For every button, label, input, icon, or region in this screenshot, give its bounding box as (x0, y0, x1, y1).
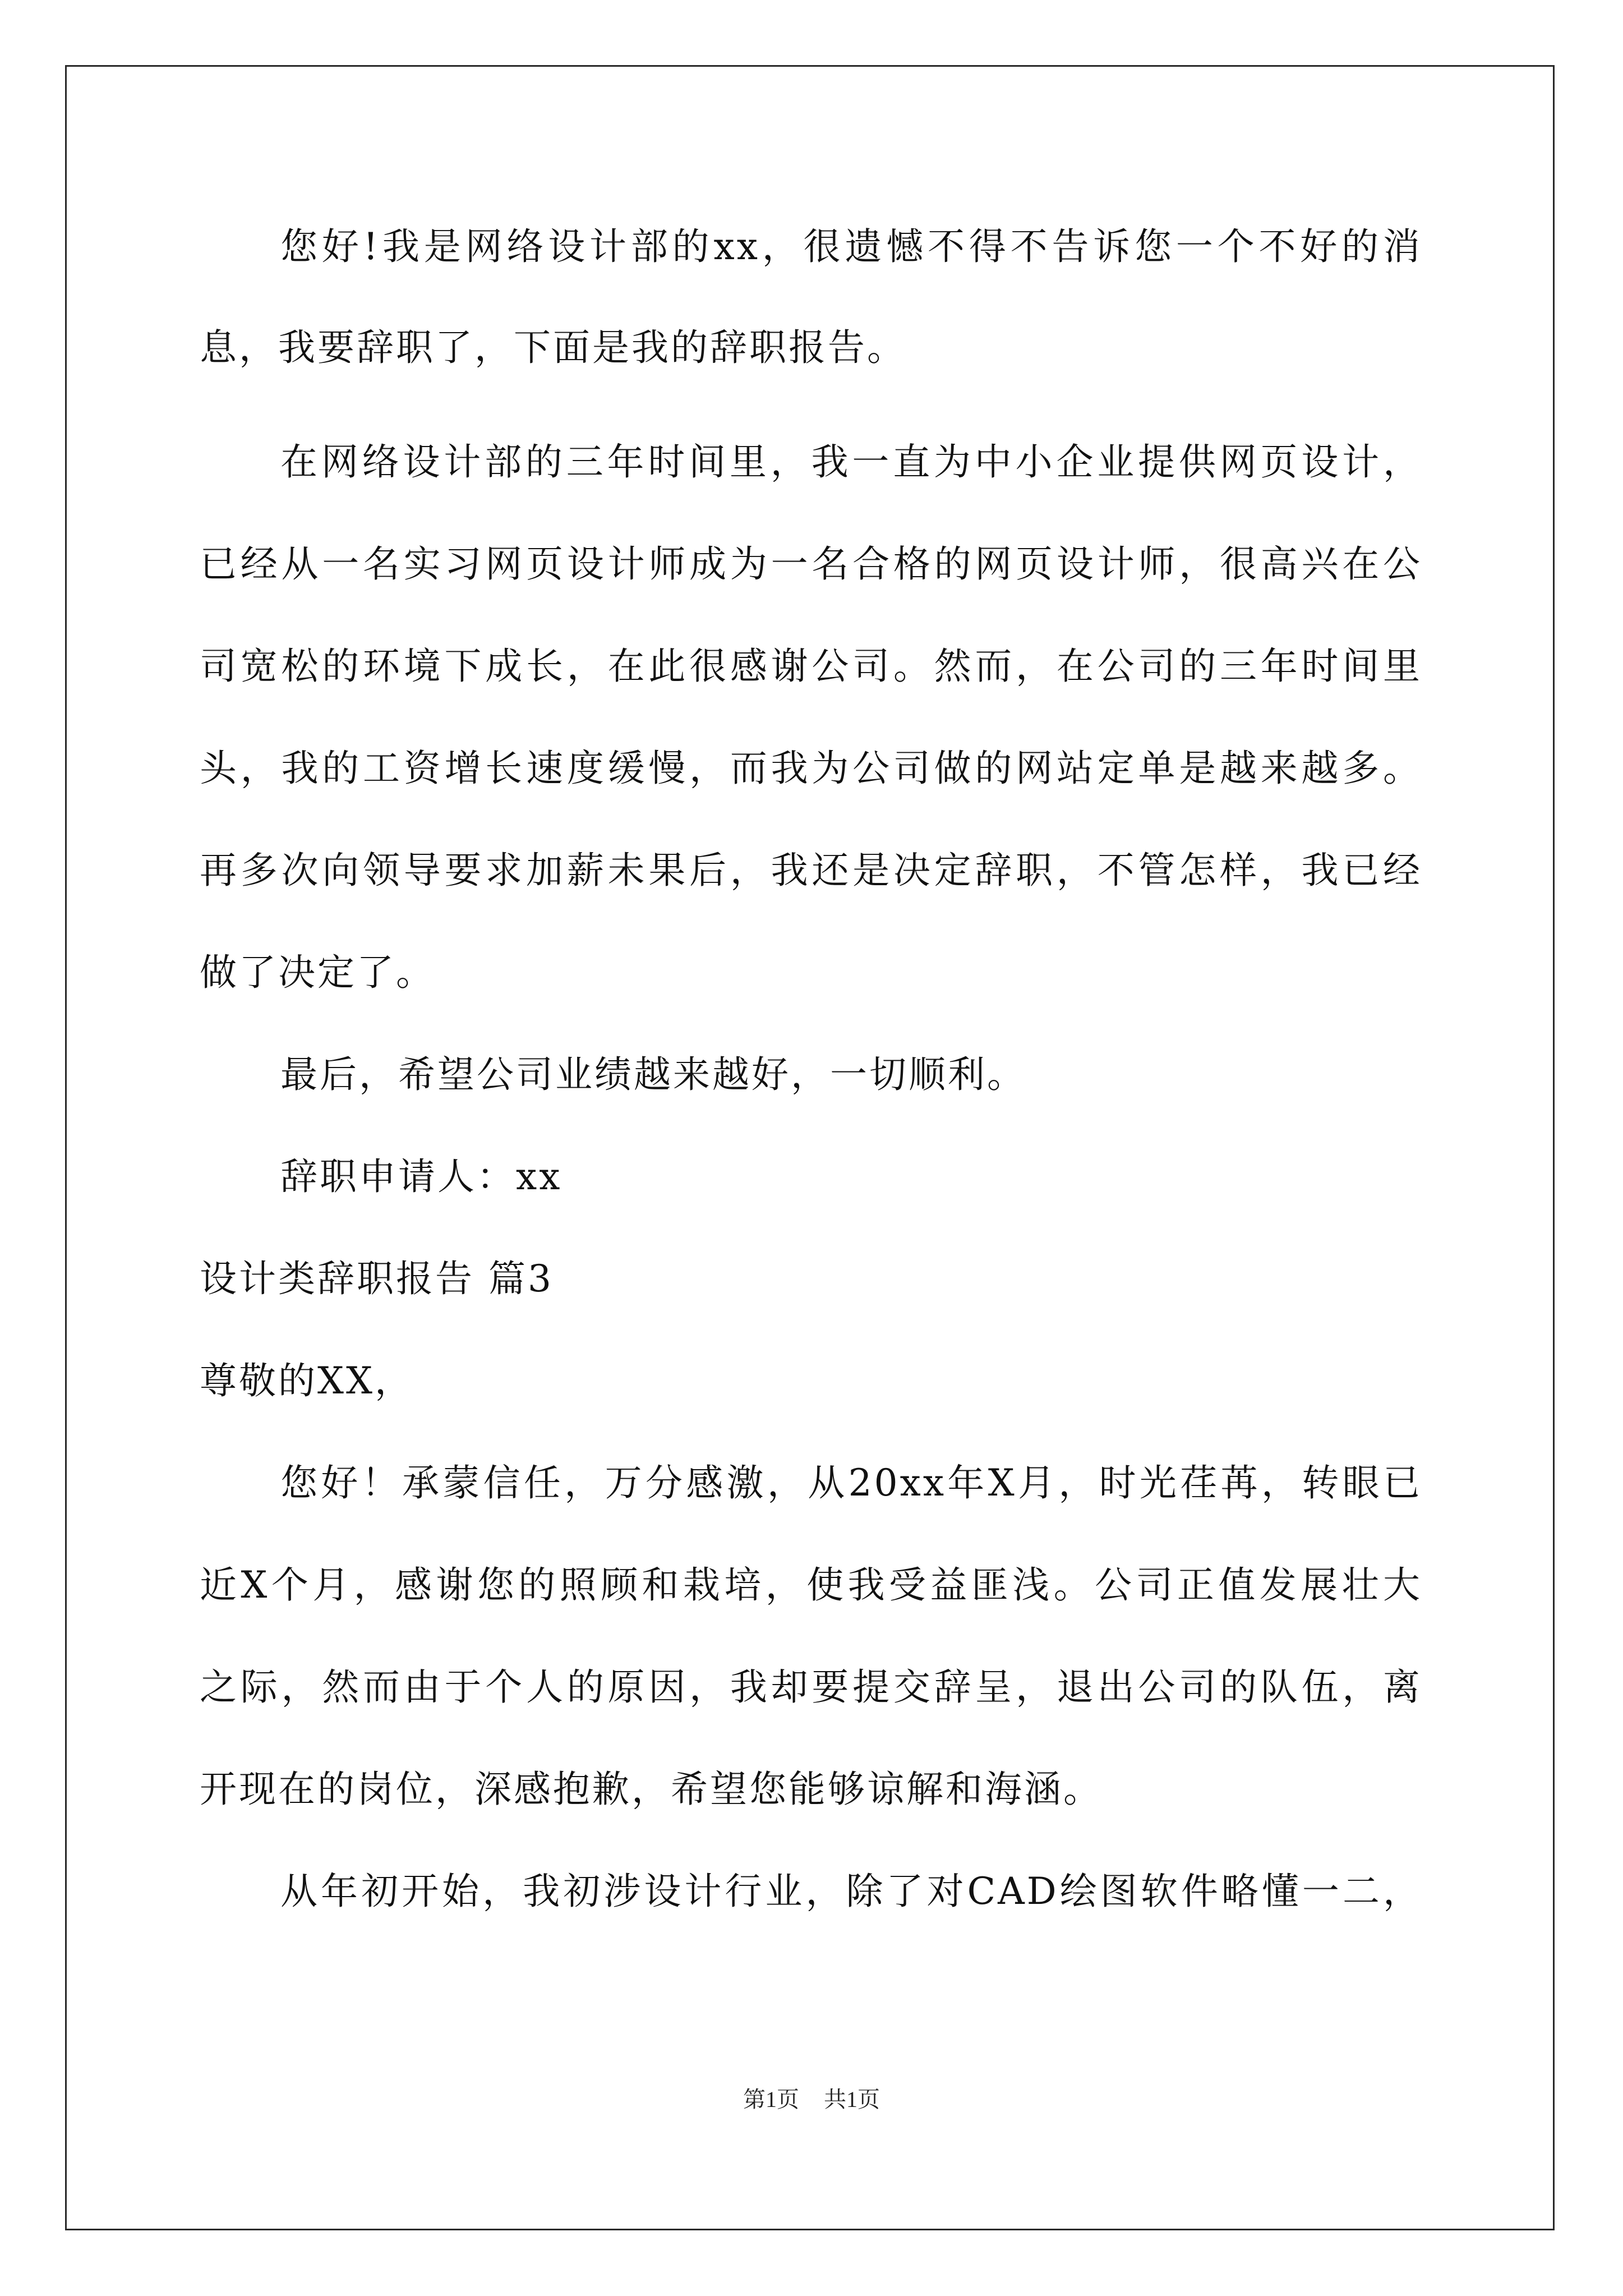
paragraph-2-line-5: 再多次向领导要求加薪未果后，我还是决定辞职，不管怎样，我已经 (200, 849, 1422, 892)
paragraph-4-line-3: 之际，然而由于个人的原因，我却要提交辞呈，退出公司的队伍，离 (200, 1665, 1422, 1709)
paragraph-4-line-4: 开现在的岗位，深感抱歉，希望您能够谅解和海涵。 (200, 1768, 1103, 1811)
paragraph-4-line-2: 近X个月，感谢您的照顾和栽培，使我受益匪浅。公司正值发展壮大 (200, 1563, 1422, 1607)
paragraph-3-line-1: 最后，希望公司业绩越来越好，一切顺利。 (280, 1053, 1026, 1096)
paragraph-2-line-2: 已经从一名实习网页设计师成为一名合格的网页设计师，很高兴在公 (200, 542, 1422, 586)
page-number-total: 共1页 (824, 2087, 880, 2112)
paragraph-2-line-3: 司宽松的环境下成长，在此很感谢公司。然而，在公司的三年时间里 (200, 645, 1422, 688)
section-heading: 设计类辞职报告 篇3 (200, 1257, 554, 1300)
paragraph-1-line-2: 息，我要辞职了，下面是我的辞职报告。 (200, 326, 906, 369)
salutation: 尊敬的XX， (200, 1359, 414, 1402)
paragraph-2-line-1: 在网络设计部的三年时间里，我一直为中小企业提供网页设计， (280, 440, 1422, 484)
paragraph-2-line-6: 做了决定了。 (200, 951, 435, 994)
page-footer (0, 2086, 1623, 2114)
paragraph-1-line-1: 您好!我是网络设计部的xx，很遗憾不得不告诉您一个不好的消 (280, 225, 1422, 268)
page-number-current: 第1页 (743, 2087, 799, 2112)
paragraph-4-line-1: 您好！承蒙信任，万分感激，从20xx年X月，时光荏苒，转眼已 (280, 1461, 1422, 1504)
paragraph-2-line-4: 头，我的工资增长速度缓慢，而我为公司做的网站定单是越来越多。 (200, 747, 1422, 790)
resignation-applicant: 辞职申请人：xx (280, 1155, 562, 1198)
paragraph-5-line-1: 从年初开始，我初涉设计行业，除了对CAD绘图软件略懂一二， (280, 1870, 1422, 1913)
